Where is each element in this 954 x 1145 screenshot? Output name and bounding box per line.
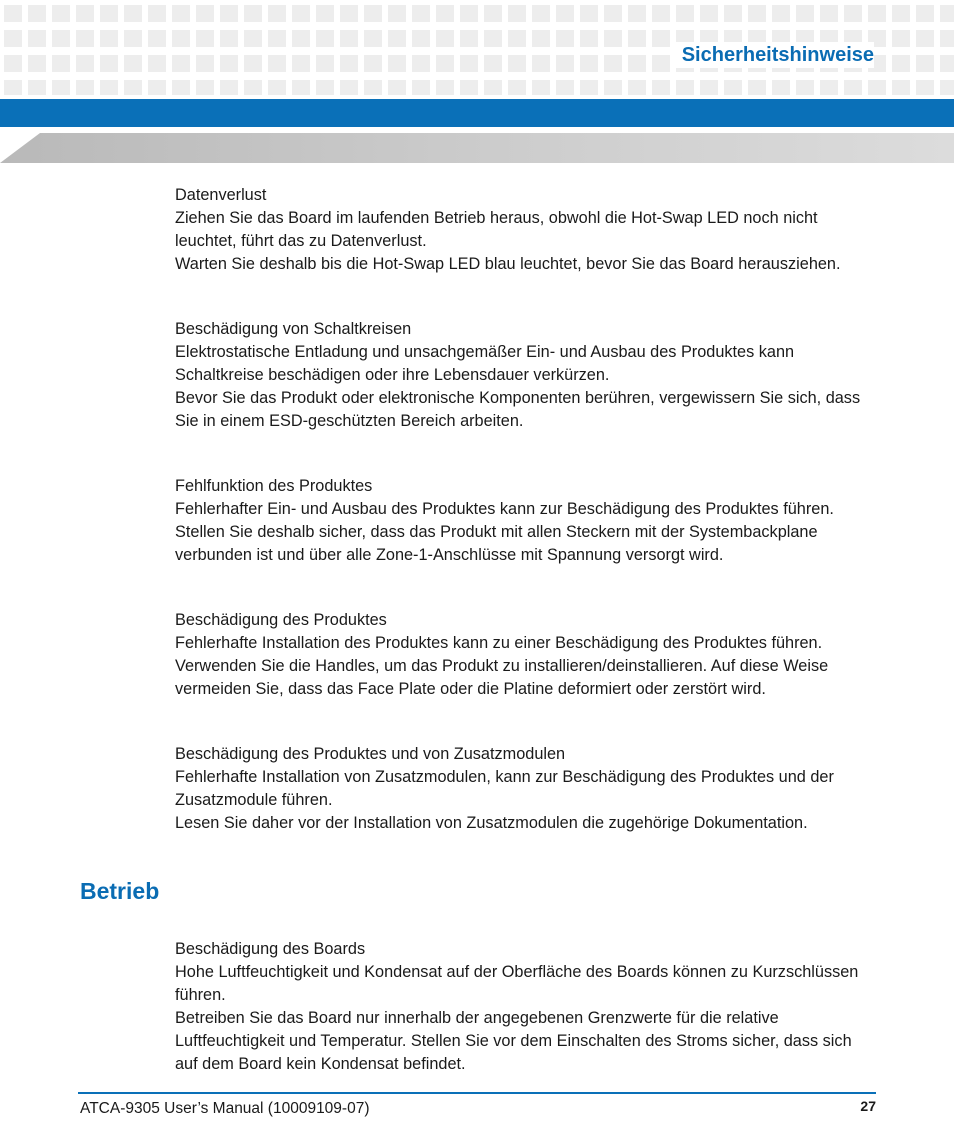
block-line: Hohe Luftfeuchtigkeit und Kondensat auf der Oberfläche des Boards können zu Kurzschlüssen xyxy=(175,963,859,981)
block-line: Luftfeuchtigkeit und Temperatur. Stellen Sie vor dem Einschalten des Stroms sicher, dass sich xyxy=(175,1032,852,1050)
block-title: Beschädigung von Schaltkreisen xyxy=(175,320,412,338)
block-line: Fehlerhafter Ein- und Ausbau des Produktes kann zur Beschädigung des Produktes führen. xyxy=(175,500,834,518)
block-line: Bevor Sie das Produkt oder elektronische Komponenten berühren, vergewissern Sie sich, dass xyxy=(175,389,861,407)
block-line: auf dem Board kein Kondensat befindet. xyxy=(175,1055,466,1073)
block-line: Schaltkreise beschädigen oder ihre Lebensdauer verkürzen. xyxy=(175,366,610,384)
block-line: Verwenden Sie die Handles, um das Produkt zu installieren/deinstallieren. Auf diese Weise xyxy=(175,657,829,675)
block-line: Lesen Sie daher vor der Installation von Zusatzmodulen die zugehörige Dokumentation. xyxy=(175,814,808,832)
block-line: Fehlerhafte Installation von Zusatzmodulen, kann zur Beschädigung des Produktes und der xyxy=(175,768,834,786)
running-header-title: Sicherheitshinweise xyxy=(672,42,874,68)
warning-block-malfunction xyxy=(175,475,885,567)
warning-block-module-damage xyxy=(175,743,885,835)
block-line: Betreiben Sie das Board nur innerhalb der angegebenen Grenzwerte für die relative xyxy=(175,1009,779,1027)
block-line: Stellen Sie deshalb sicher, dass das Produkt mit allen Steckern mit der Systembackplane xyxy=(175,523,818,541)
block-line: führen. xyxy=(175,986,226,1004)
warning-block-board-damage xyxy=(175,938,885,1076)
warning-block-product-damage xyxy=(175,609,885,701)
block-title: Beschädigung des Produktes xyxy=(175,611,387,629)
block-line: Ziehen Sie das Board im laufenden Betrieb heraus, obwohl die Hot-Swap LED noch nicht xyxy=(175,209,818,227)
footer-rule xyxy=(78,1092,876,1094)
block-line: leuchtet, führt das zu Datenverlust. xyxy=(175,232,427,250)
header-grey-wedge xyxy=(0,133,954,163)
block-line: Warten Sie deshalb bis die Hot-Swap LED blau leuchtet, bevor Sie das Board herausziehen. xyxy=(175,255,841,273)
warning-blocks xyxy=(175,184,885,877)
operation-blocks xyxy=(175,938,885,1118)
footer-page-number: 27 xyxy=(860,1098,876,1114)
block-title: Beschädigung des Produktes und von Zusatzmodulen xyxy=(175,745,566,763)
header-blue-band xyxy=(0,99,954,127)
warning-block-data-loss xyxy=(175,184,885,276)
block-line: Elektrostatische Entladung und unsachgemäßer Ein- und Ausbau des Produktes kann xyxy=(175,343,795,361)
footer-manual-title: ATCA-9305 User’s Manual (10009109-07) xyxy=(80,1100,370,1117)
block-title: Datenverlust xyxy=(175,186,267,204)
block-title: Beschädigung des Boards xyxy=(175,940,366,958)
section-heading-operation: Betrieb xyxy=(80,878,160,904)
block-line: vermeiden Sie, dass das Face Plate oder die Platine deformiert oder zerstört wird. xyxy=(175,680,766,698)
block-line: Zusatzmodule führen. xyxy=(175,791,333,809)
block-line: verbunden ist und über alle Zone-1-Anschlüsse mit Spannung versorgt wird. xyxy=(175,546,724,564)
block-title: Fehlfunktion des Produktes xyxy=(175,477,373,495)
block-line: Sie in einem ESD-geschützten Bereich arbeiten. xyxy=(175,412,524,430)
warning-block-circuit-damage xyxy=(175,318,885,433)
block-line: Fehlerhafte Installation des Produktes kann zu einer Beschädigung des Produktes führen. xyxy=(175,634,823,652)
